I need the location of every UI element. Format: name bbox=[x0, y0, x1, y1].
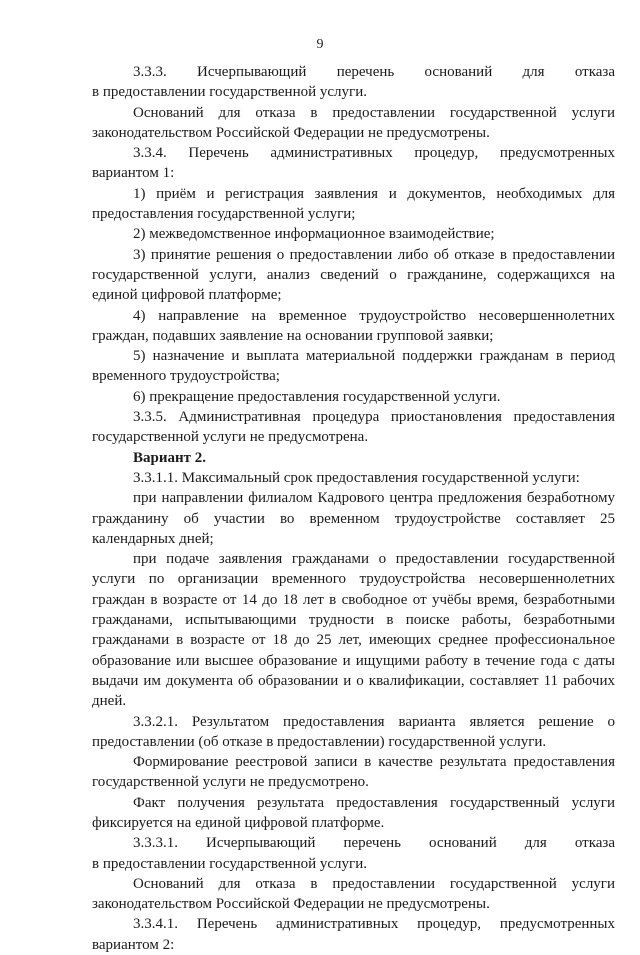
paragraph: 2) межведомственное информационное взаимодействие; bbox=[133, 226, 495, 243]
document-body bbox=[92, 62, 615, 955]
page-number: 9 bbox=[316, 37, 324, 52]
paragraph: вариантом 1: bbox=[92, 165, 175, 182]
paragraph: 3.3.3.1. Исчерпывающий перечень оснований для отказа bbox=[133, 835, 615, 852]
paragraph: 1) приём и регистрация заявления и документов, необходимых для предоставления государственной услуги; bbox=[92, 185, 615, 223]
paragraph: в предоставлении государственной услуги. bbox=[92, 855, 367, 872]
paragraph: 3.3.1.1. Максимальный срок предоставления государственной услуги: bbox=[133, 469, 580, 486]
paragraph: 3.3.2.1. Результатом предоставления варианта является решение о предоставлении (об отказе в предоставлении) государственной услуги. bbox=[92, 713, 615, 750]
paragraph: Оснований для отказа в предоставлении государственной услуги законодательством Российской Федерации не предусмотрены. bbox=[92, 104, 615, 141]
paragraph: Оснований для отказа в предоставлении государственной услуги законодательством Российской Федерации не предусмотрены. bbox=[92, 875, 615, 913]
paragraph: при подаче заявления гражданами о предоставлении государственной услуги по организации временного трудоустройства несовершеннолетних граждан в возрасте от 14 до 18 лет в свободное от учёбы время, безработными гражданами, испытывающими трудности в поиске работы, безработными гражданами в возрасте от 18 до 25 лет, имеющих среднее профессиональное образование или высшее образование и ищущими работу в течение года с даты выдачи им документа об образовании и о квалификации, составляет 11 рабочих дней. bbox=[92, 551, 615, 710]
paragraph: 4) направление на временное трудоустройство несовершеннолетних граждан, подавших заявление на основании групповой заявки; bbox=[92, 307, 615, 344]
paragraph: Вариант 2. bbox=[133, 449, 207, 466]
paragraph: при направлении филиалом Кадрового центра предложения безработному гражданину об участии во временном трудоустройстве составляет 25 календарных дней; bbox=[92, 490, 615, 547]
paragraph: 3.3.5. Административная процедура приостановления предоставления государственной услуги не предусмотрена. bbox=[92, 409, 615, 446]
paragraph: 3.3.4. Перечень административных процедур, предусмотренных bbox=[133, 145, 615, 162]
paragraph: 3) принятие решения о предоставлении либо об отказе в предоставлении государственной услуги, анализ сведений о гражданине, содержащихся на единой цифровой платформе; bbox=[92, 246, 615, 304]
paragraph: 3.3.3. Исчерпывающий перечень оснований для отказа bbox=[133, 64, 615, 80]
paragraph: 6) прекращение предоставления государственной услуги. bbox=[133, 388, 501, 405]
paragraph: 3.3.4.1. Перечень административных процедур, предусмотренных bbox=[133, 916, 615, 933]
paragraph: 5) назначение и выплата материальной поддержки гражданам в период временного трудоустройства; bbox=[92, 348, 615, 385]
paragraph: Факт получения результата предоставления государственный услуги фиксируется на единой цифровой платформе. bbox=[92, 794, 615, 831]
paragraph: вариантом 2: bbox=[92, 936, 175, 953]
paragraph: в предоставлении государственной услуги. bbox=[92, 84, 367, 101]
paragraph: Формирование реестровой записи в качестве результата предоставления государственной услуги не предусмотрено. bbox=[92, 754, 615, 791]
